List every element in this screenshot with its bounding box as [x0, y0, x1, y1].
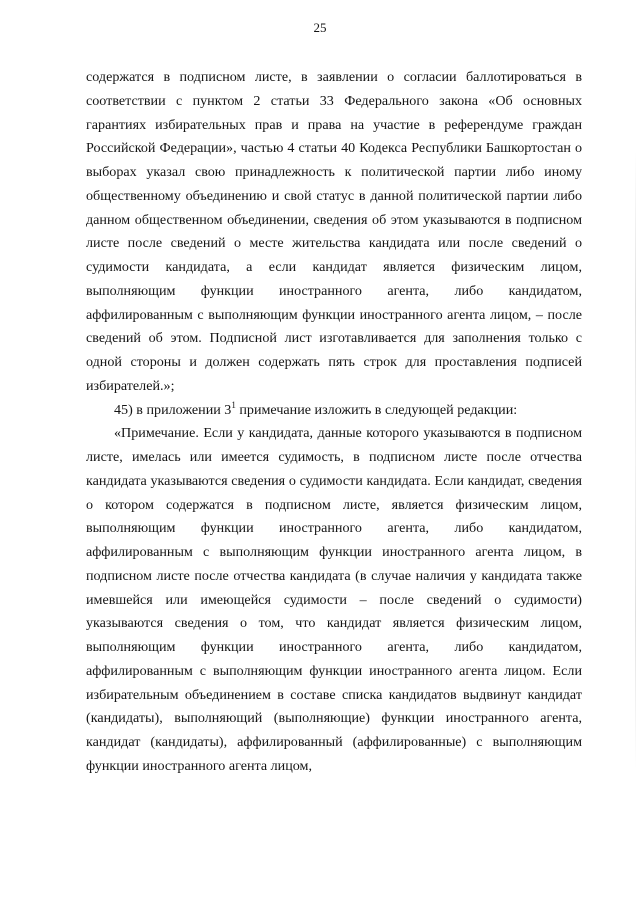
item-45-text-start: 45) в приложении 3: [114, 401, 232, 418]
paragraph-item-45: [86, 399, 582, 423]
paragraph-continuation: содержатся в подписном листе, в заявлении о согласии баллотироваться в соответствии с пунктом 2 статьи 33 Федерального закона «Об основных гарантиях избирательных прав и права на участие в референдуме граждан Российской Федерации», частью 4 статьи 40 Кодекса Республики Башкортостан о выборах указал свою принадлежность к политической партии либо иному общественному объединению и свой статус в данной политической партии либо данном общественном объединении, сведения об этом указываются в подписном листе после сведений о месте жительства кандидата или после сведений о судимости кандидата, а если кандидат является физическим лицом, выполняющим функции иностранного агента, либо кандидатом, аффилированным с выполняющим функции иностранного агента лицом, – после сведений об этом. Подписной лист изготавливается для заполнения только с одной стороны и должен содержать пять строк для проставления подписей избирателей.»;: [86, 69, 582, 394]
document-body: [86, 66, 582, 779]
paragraph-note: «Примечание. Если у кандидата, данные которого указываются в подписном листе, имелась или имеется судимость, в подписном листе после отчества кандидата указываются сведения о судимости кандидата. Если кандидат, сведения о котором содержатся в подписном листе, является физическим лицом, выполняющим функции иностранного агента, либо кандидатом, аффилированным с выполняющим функции иностранного агента лицом, в подписном листе после отчества кандидата (в случае наличия у кандидата также имевшейся или имеющейся судимости – после сведений о судимости) указываются сведения о том, что кандидат является физическим лицом, выполняющим функции иностранного агента, либо кандидатом, аффилированным с выполняющим функции иностранного агента лицом. Если избирательным объединением в составе списка кандидатов выдвинут кандидат (кандидаты), выполняющий (выполняющие) функции иностранного агента, кандидат (кандидаты), аффилированный (аффилированные) с выполняющим функции иностранного агента лицом,: [86, 425, 582, 774]
scan-edge-artifact: [635, 150, 636, 770]
page-number: 25: [313, 20, 327, 35]
appendix-superscript: 1: [231, 399, 236, 410]
item-45-text-end: примечание изложить в следующей редакции:: [235, 401, 518, 418]
